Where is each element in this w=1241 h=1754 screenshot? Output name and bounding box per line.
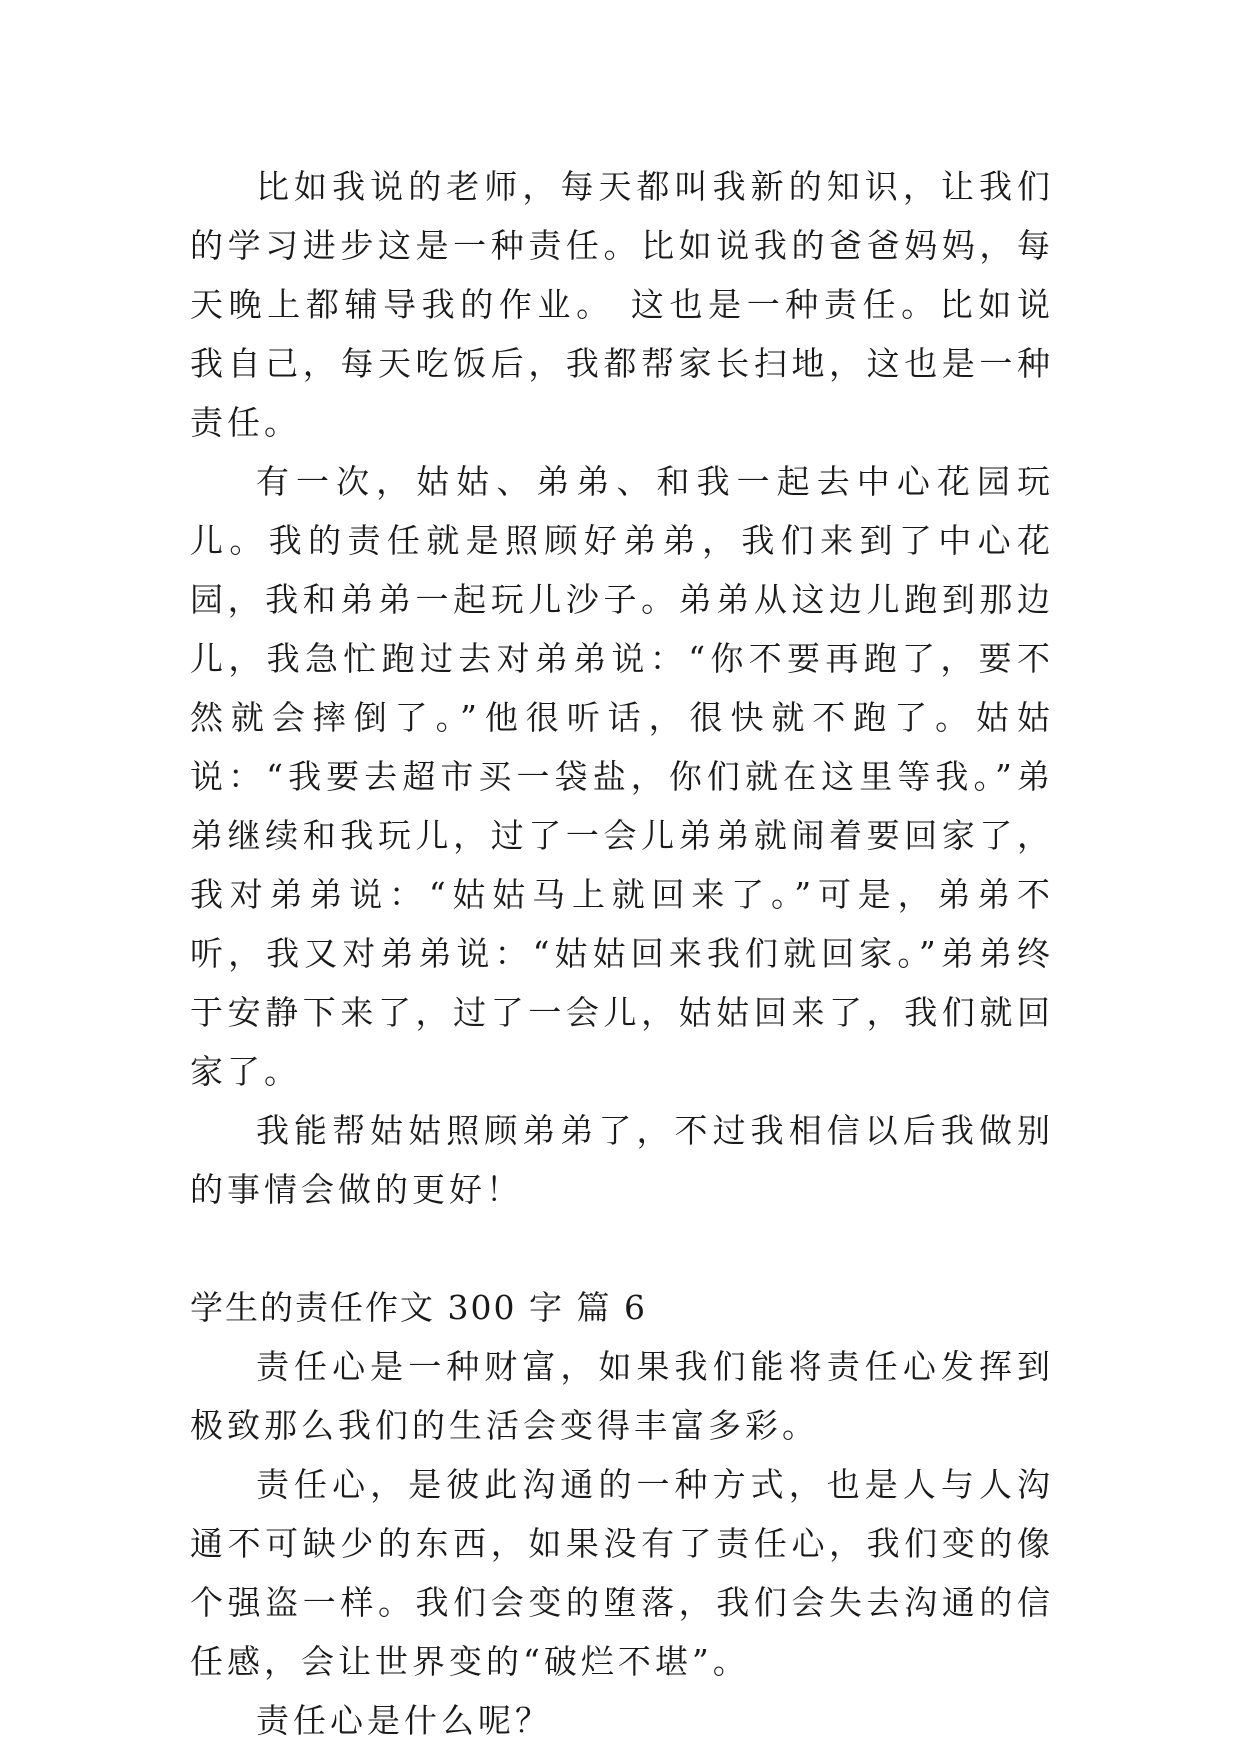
paragraph: 有一次，姑姑、弟弟、和我一起去中心花园玩儿。我的责任就是照顾好弟弟，我们来到了中心花园，我和弟弟一起玩儿沙子。弟弟从这边儿跑到那边儿，我急忙跑过去对弟弟说：“你不要再跑了，要不然就会摔倒了。”他很听话，很快就不跑了。姑姑说：“我要去超市买一袋盐，你们就在这里等我。”弟弟继续和我玩儿，过了一会儿弟弟就闹着要回家了，我对弟弟说：“姑姑马上就回来了。”可是，弟弟不听，我又对弟弟说：“姑姑回来我们就回家。”弟弟终于安静下来了，过了一会儿，姑姑回来了，我们就回家了。 [190,462,1054,1091]
paragraph: 比如我说的老师，每天都叫我新的知识，让我们的学习进步这是一种责任。比如说我的爸爸妈妈，每天晚上都辅导我的作业。 这也是一种责任。比如说我自己，每天吃饭后，我都帮家长扫地，这也是一种责任。 [190,167,1054,442]
section-title: 学生的责任作文 300 字 篇 6 [190,1288,647,1327]
paragraph: 我能帮姑姑照顾弟弟了，不过我相信以后我做别的事情会做的更好！ [190,1111,1054,1209]
document-body [190,157,1054,1750]
paragraph: 责任心是什么呢？ [256,1701,552,1740]
paragraph: 责任心，是彼此沟通的一种方式，也是人与人沟通不可缺少的东西，如果没有了责任心，我们变的像个强盗一样。我们会变的堕落，我们会失去沟通的信任感，会让世界变的“破烂不堪”。 [190,1465,1054,1681]
paragraph: 责任心是一种财富，如果我们能将责任心发挥到极致那么我们的生活会变得丰富多彩。 [190,1347,1054,1445]
